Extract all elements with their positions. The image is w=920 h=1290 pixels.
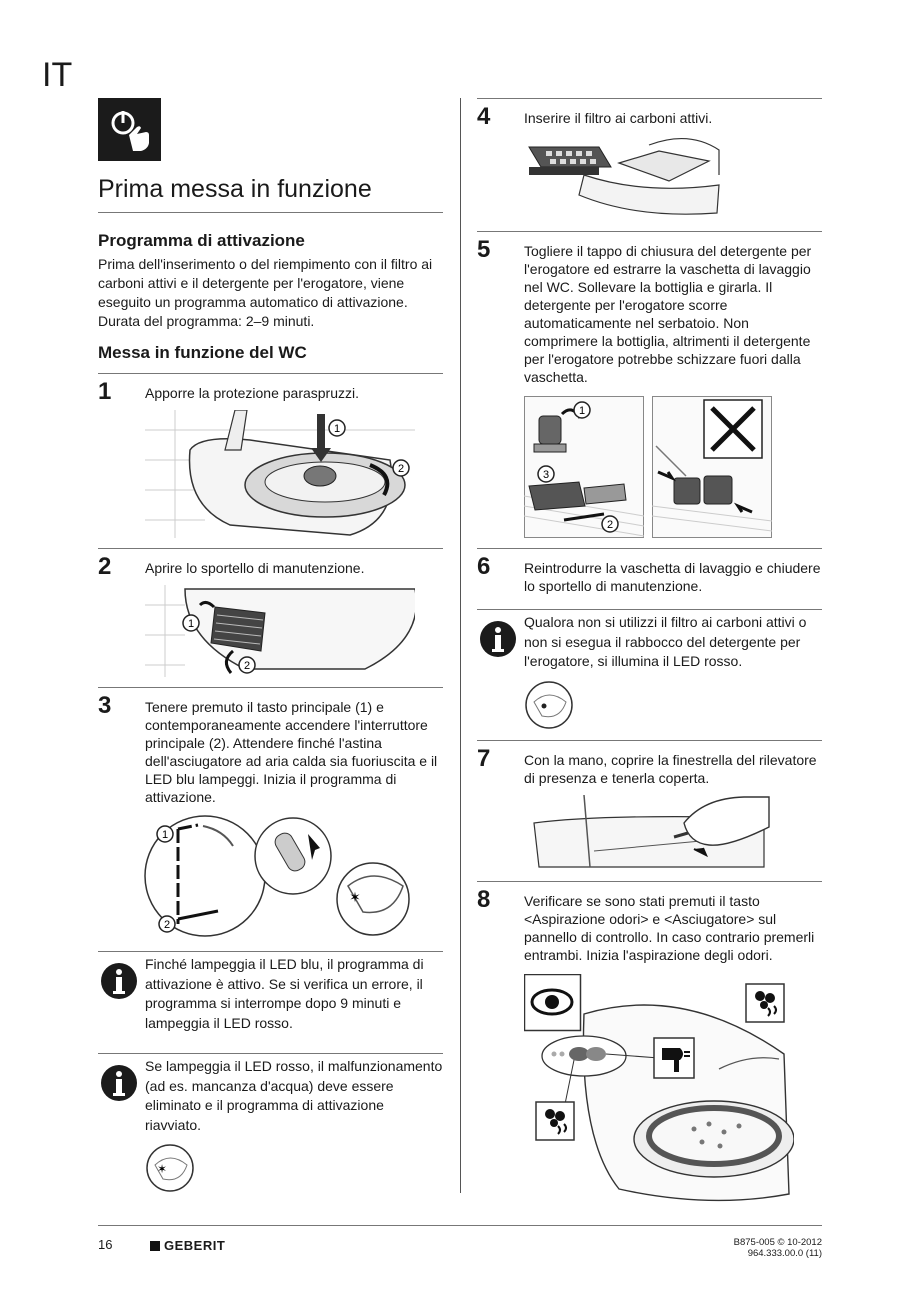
step-text: Verificare se sono stati premuti il tasto <Aspirazione odori> e <Asciugatore> sul pannello di controllo. In caso contrario premerli entrambi. Inizia l'aspirazione degli odori. [524,892,815,963]
step-number: 1 [98,378,112,405]
info-icon [479,620,517,658]
detergent-wrong-illustration [652,396,772,538]
note-text: Se lampeggia il LED rosso, il malfunzionamento (ad es. mancanza d'acqua) deve essere eliminato e il programma di attivazione riavviato. [145,1058,443,1133]
main-button-illustration [143,814,443,939]
fig-label: 1 [161,829,169,841]
red-led-illustration [524,680,822,730]
step-text: Togliere il tappo di chiusura del detergente per l'erogatore ed estrarre la vaschetta di lavaggio nel WC. Sollevare la bottiglia e girarla. Il detergente per l'erogatore scorre automaticamente nel serbatoio. Non comprimere la bottiglia, altrimenti il detergente per l'erogatore potrebbe schizzare fuori dalla vaschetta. [524,243,812,385]
step-number: 6 [477,553,491,580]
info-note-1 [98,951,443,1033]
step-3 [98,687,443,939]
red-led-illustration [145,1143,443,1193]
step-number: 3 [98,692,112,719]
doc-number: 964.333.00.0 (11) [747,1248,822,1259]
svg-text:✶: ✶ [156,1162,168,1176]
fig-label: 1 [578,405,586,417]
svg-text:✶: ✶ [349,890,361,906]
left-column [98,98,443,1193]
brand-mark-icon [150,1241,160,1251]
step-text: Con la mano, coprire la finestrella del rilevatore di presenza e tenerla coperta. [524,751,817,786]
step-6 [477,548,822,595]
step-text: Aprire lo sportello di manutenzione. [145,560,365,576]
step-number: 4 [477,103,491,130]
page-number: 16 [98,1237,113,1252]
fig-label: 2 [397,463,405,475]
footer-rule [98,1225,822,1226]
note-text: Qualora non si utilizzi il filtro ai carboni attivi o non si esegua il rabbocco del detergente per l'erogatore, si illumina il LED rosso. [524,614,807,669]
page-title: Prima messa in funzione [98,175,443,213]
activation-body: Prima dell'inserimento o del riempimento con il filtro ai carboni attivi e il detergente per l'erogatore, viene eseguito un programma automatico di attivazione. Durata del programma: 2–9 minuti. [98,256,433,329]
touch-power-icon [98,98,161,161]
fig-label: 2 [606,519,614,531]
step-text: Tenere premuto il tasto principale (1) e contemporaneamente accendere l'interruttore principale (2). Attendere finché l'astina dell'asciugatore ad aria calda sia fuoriuscita e il LED blu lampeggi. Inizia il programma di attivazione. [145,699,438,805]
step-2 [98,548,443,677]
fig-label: 2 [163,919,171,931]
detergent-illustrations [524,396,822,538]
maintenance-flap-illustration [145,585,443,677]
step-number: 5 [477,236,491,263]
document-reference [734,1237,822,1259]
step-1 [98,374,443,538]
step-number: 7 [477,744,491,772]
step-7 [477,740,822,871]
detergent-correct-illustration [524,396,644,538]
step-text: Reintrodurre la vaschetta di lavaggio e chiudere lo sportello di manutenzione. [524,560,821,594]
step-8 [477,881,822,1204]
info-icon [100,962,138,1000]
language-code: IT [42,56,73,94]
brand-logo [150,1238,225,1253]
doc-code: B875-005 © 10-2012 [733,1237,822,1248]
control-panel-illustration [524,974,822,1204]
step-number: 2 [98,553,112,580]
note-text: Finché lampeggia il LED blu, il programma di attivazione è attivo. Se si verifica un errore, il programma si interrompe dopo 9 minuti e lampeggia il LED rosso. [145,956,424,1031]
fig-label: 1 [333,423,341,435]
activation-heading: Programma di attivazione [98,231,305,250]
info-icon [100,1064,138,1102]
column-divider [460,98,461,1193]
fig-label: 1 [187,618,195,630]
step-text: Inserire il filtro ai carboni attivi. [524,110,713,126]
brand-name: GEBERIT [164,1238,226,1253]
step-number: 8 [477,885,491,913]
splash-guard-illustration [145,410,443,538]
fig-label: 3 [542,469,550,481]
right-column [477,98,822,1204]
info-note-3 [477,609,822,730]
step-text: Apporre la protezione paraspruzzi. [145,385,360,401]
carbon-filter-illustration [524,135,822,217]
commissioning-heading: Messa in funzione del WC [98,343,443,374]
step-5 [477,231,822,538]
presence-sensor-illustration [524,793,822,871]
fig-label: 2 [243,660,251,672]
step-4 [477,98,822,217]
info-note-2 [98,1053,443,1193]
